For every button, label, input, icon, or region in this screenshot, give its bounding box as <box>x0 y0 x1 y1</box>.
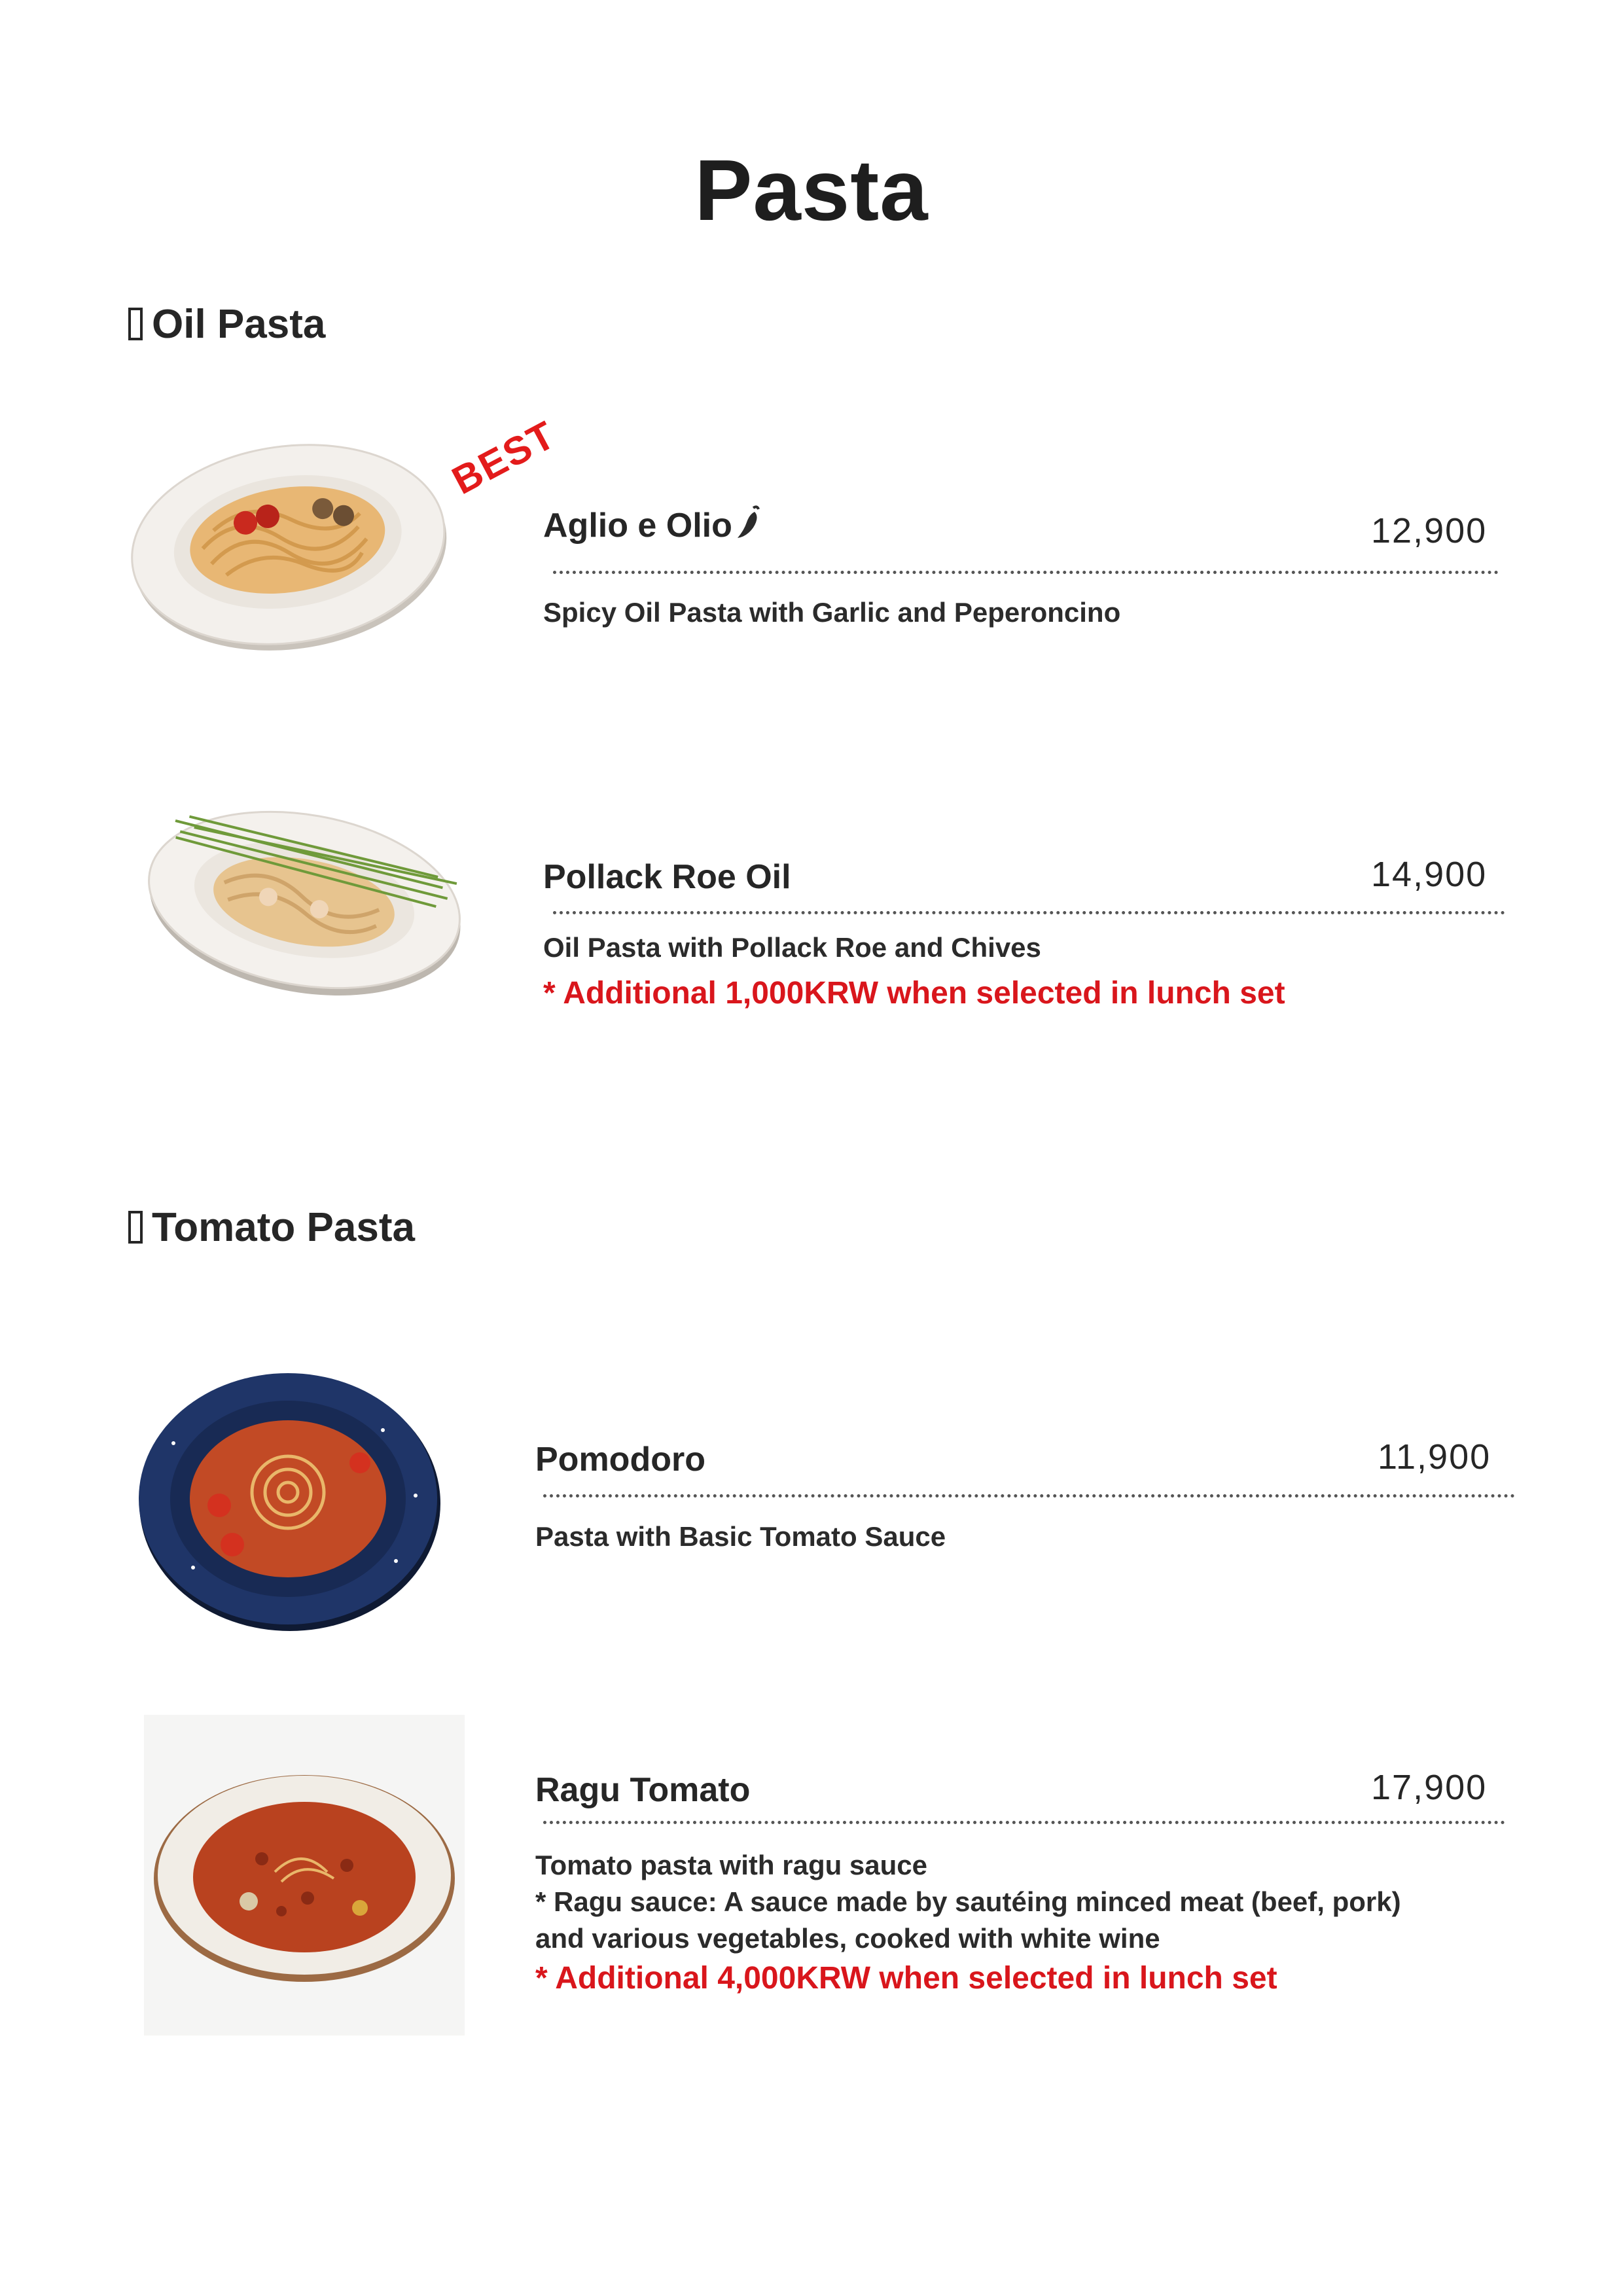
square-bullet-icon <box>128 1211 143 1244</box>
description-line: Tomato pasta with ragu sauce <box>535 1850 928 1880</box>
section-heading-label: Tomato Pasta <box>152 1205 415 1250</box>
item-description-aglio-e-olio: Spicy Oil Pasta with Garlic and Peperoncino <box>543 597 1121 628</box>
section-heading-oil-pasta <box>128 301 325 348</box>
aglio-e-olio-photo <box>111 406 465 681</box>
item-description-pomodoro: Pasta with Basic Tomato Sauce <box>535 1521 946 1552</box>
chili-pepper-icon <box>735 504 761 541</box>
item-description-ragu-tomato <box>535 1847 1401 1957</box>
description-line: and various vegetables, cooked with white wine <box>535 1923 1160 1954</box>
item-price-pollack-roe-oil: 14,900 <box>1371 855 1488 894</box>
page-title: Pasta <box>694 142 929 238</box>
square-bullet-icon <box>128 308 143 340</box>
section-heading-label: Oil Pasta <box>152 302 326 347</box>
pomodoro-photo <box>134 1365 442 1633</box>
dotted-leader <box>543 1821 1505 1824</box>
item-name-ragu-tomato: Ragu Tomato <box>535 1771 751 1809</box>
ragu-tomato-photo <box>144 1715 465 2036</box>
dotted-leader <box>553 911 1505 914</box>
item-price-pomodoro: 11,900 <box>1378 1437 1491 1477</box>
item-name-aglio-e-olio <box>543 504 761 545</box>
dotted-leader <box>543 1494 1515 1498</box>
pollack-roe-oil-photo <box>137 792 471 1008</box>
item-price-aglio-e-olio: 12,900 <box>1371 511 1488 550</box>
description-line: * Ragu sauce: A sauce made by sautéing minced meat (beef, pork) <box>535 1886 1401 1917</box>
item-note-pollack-roe-oil: * Additional 1,000KRW when selected in lunch set <box>543 976 1285 1011</box>
item-price-ragu-tomato: 17,900 <box>1371 1768 1488 1807</box>
item-name-pollack-roe-oil: Pollack Roe Oil <box>543 858 791 896</box>
dotted-leader <box>553 571 1499 574</box>
item-name-pomodoro: Pomodoro <box>535 1441 705 1479</box>
item-note-ragu-tomato: * Additional 4,000KRW when selected in lunch set <box>535 1961 1277 1996</box>
best-badge: BEST <box>445 412 563 503</box>
item-name-label: Aglio e Olio <box>543 507 732 545</box>
section-heading-tomato-pasta <box>128 1204 415 1251</box>
item-description-pollack-roe-oil: Oil Pasta with Pollack Roe and Chives <box>543 932 1041 963</box>
